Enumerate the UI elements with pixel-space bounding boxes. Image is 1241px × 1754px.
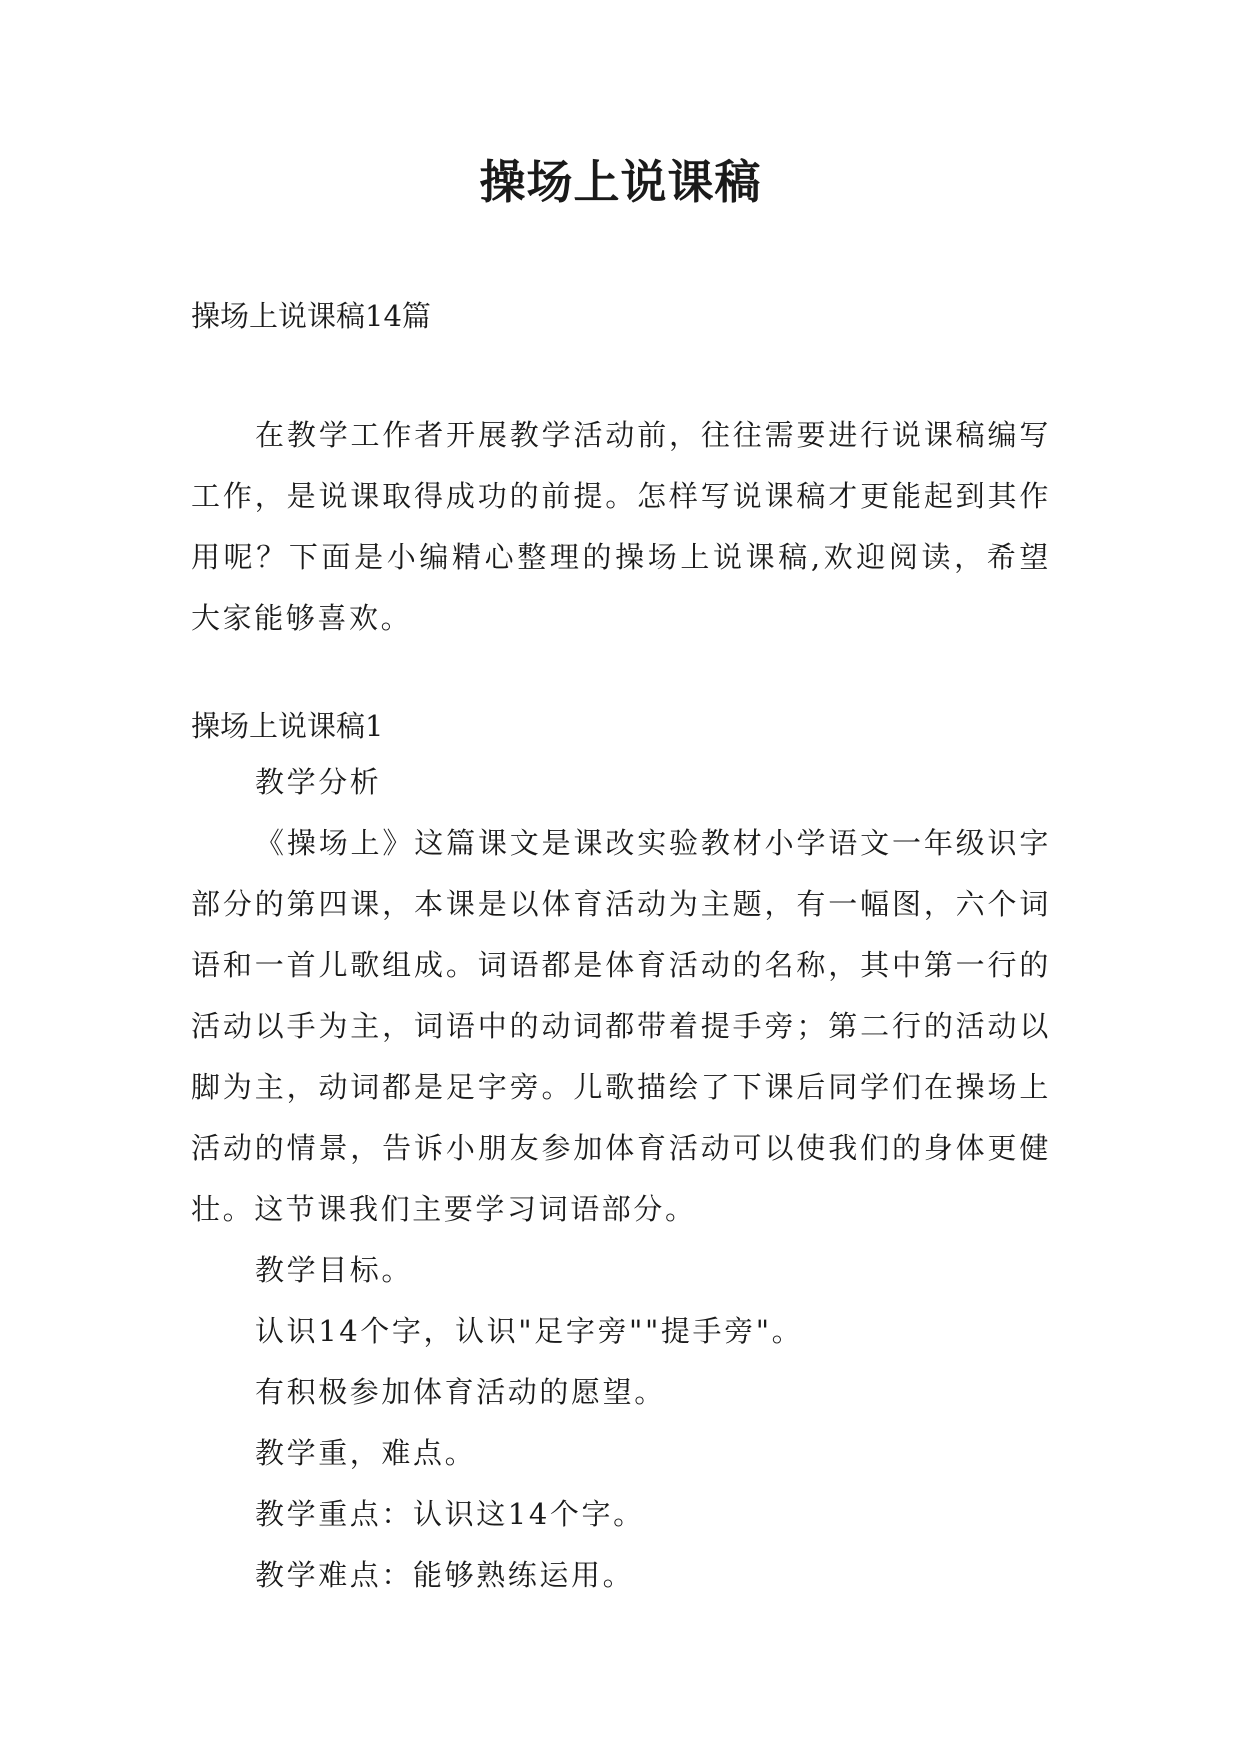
document-title: 操场上说课稿 [479,155,762,209]
paragraph-lesson-description: 《操场上》这篇课文是课改实验教材小学语文一年级识字部分的第四课，本课是以体育活动为主题，有一幅图，六个词语和一首儿歌组成。词语都是体育活动的名称，其中第一行的活动以手为主，词语中的动词都带着提手旁；第二行的活动以脚为主，动词都是足字旁。儿歌描绘了下课后同学们在操场上活动的情景，告诉小朋友参加体育活动可以使我们的身体更健壮。这节课我们主要学习词语部分。 [191,826,1051,1226]
paragraph-difficult-point: 教学难点：能够熟练运用。 [255,1558,635,1592]
paragraph-key-point: 教学重点：认识这14个字。 [255,1497,645,1531]
document-subtitle: 操场上说课稿14篇 [191,299,431,333]
section-title: 操场上说课稿1 [191,709,384,743]
paragraph-goal-characters: 认识14个字，认识"足字旁""提手旁"。 [255,1314,804,1348]
paragraph-teaching-goals: 教学目标。 [255,1253,414,1287]
paragraph-goal-activity: 有积极参加体育活动的愿望。 [255,1375,666,1409]
section-content [191,752,1051,1606]
intro-paragraph: 在教学工作者开展教学活动前，往往需要进行说课稿编写工作，是说课取得成功的前提。怎样写说课稿才更能起到其作用呢？下面是小编精心整理的操场上说课稿,欢迎阅读，希望大家能够喜欢。 [191,418,1051,635]
paragraph-teaching-analysis: 教学分析 [255,765,382,799]
paragraph-key-difficult-points: 教学重，难点。 [255,1436,477,1470]
